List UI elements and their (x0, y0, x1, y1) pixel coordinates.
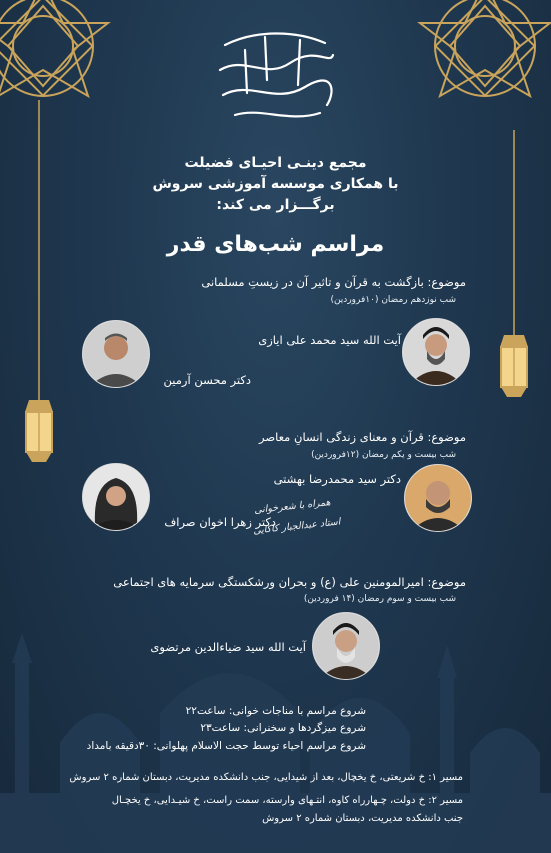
announcement-line: برگـــزار می کند: (216, 197, 335, 213)
night1-topic: موضوع: بازگشت به قرآن و تاثیر آن در زیستِ مسلمانی (201, 275, 466, 289)
schedule-lectures: شروع میزگردها و سخنرانی: ساعت۲۳ (200, 722, 366, 734)
route-2-line1: مسیر ۲: خ دولت، چـهارراه کاوه، انتـهای وارسته، سمت راست، خ شیـدایی، خ یخچـال (111, 795, 463, 806)
route-1: مسیر ۱: خ شریعتی، خ یخچال، بعد از شیدایی، جنب دانشکده مدیریت، دبستان شماره ۲ سروش (69, 772, 463, 783)
night2-speaker2: دکتر زهرا اخوان صراف (164, 515, 276, 529)
cooperation-line: با همکاری موسسه آموزشی سروش (152, 176, 399, 192)
poetry-note-line1: همراه با شعرخوانی (253, 497, 332, 516)
speaker-photo-beheshti (404, 464, 472, 532)
lantern-right-icon (492, 130, 542, 420)
speaker-photo-akhavan (82, 463, 150, 531)
gold-rosette-right-icon (410, 0, 551, 128)
night1-speaker2: دکتر محسن آرمین (163, 373, 251, 387)
speaker-photo-ayazi (402, 318, 470, 386)
calligraphy-logo (205, 25, 345, 130)
night2-speaker1: دکتر سید محمدرضا بهشتی (273, 472, 401, 486)
night1-speaker1: آیت الله سید محمد علی ایازی (258, 333, 401, 347)
night2-date: شب بیست و یکم رمضان (۱۲فروردین) (311, 450, 456, 460)
route-2-line2: جنب دانشکده مدیریت، دبستان شماره ۲ سروش (262, 813, 463, 824)
schedule-ehya: شروع مراسم احیاء توسط حجت الاسلام پهلوانی: ۳۰دقیقه بامداد (86, 740, 366, 752)
organizer-line: مجمع دینـی احیـای فضیلت (184, 155, 367, 171)
night1-date: شب نوزدهم رمضان (۱۰فروردین) (330, 295, 456, 305)
night3-date: شب بیست و سوم رمضان (۱۴ فروردین) (303, 594, 456, 604)
speaker-photo-armin (82, 320, 150, 388)
night2-topic: موضوع: قرآن و معنای زندگی انسانِ معاصر (259, 430, 466, 444)
night3-speaker1: آیت الله سید ضیاءالدین مرتضوی (150, 640, 306, 654)
poetry-note-line2: استاد عبدالجبار کاکایی (253, 516, 342, 537)
event-title: مراسم شب‌های قدر (166, 232, 385, 257)
night3-topic: موضوع: امیرالمومنین علی (ع) و بحران ورشکستگی سرمایه های اجتماعی (113, 575, 466, 589)
schedule-prayer: شروع مراسم با مناجات خوانی: ساعت۲۲ (185, 705, 366, 717)
